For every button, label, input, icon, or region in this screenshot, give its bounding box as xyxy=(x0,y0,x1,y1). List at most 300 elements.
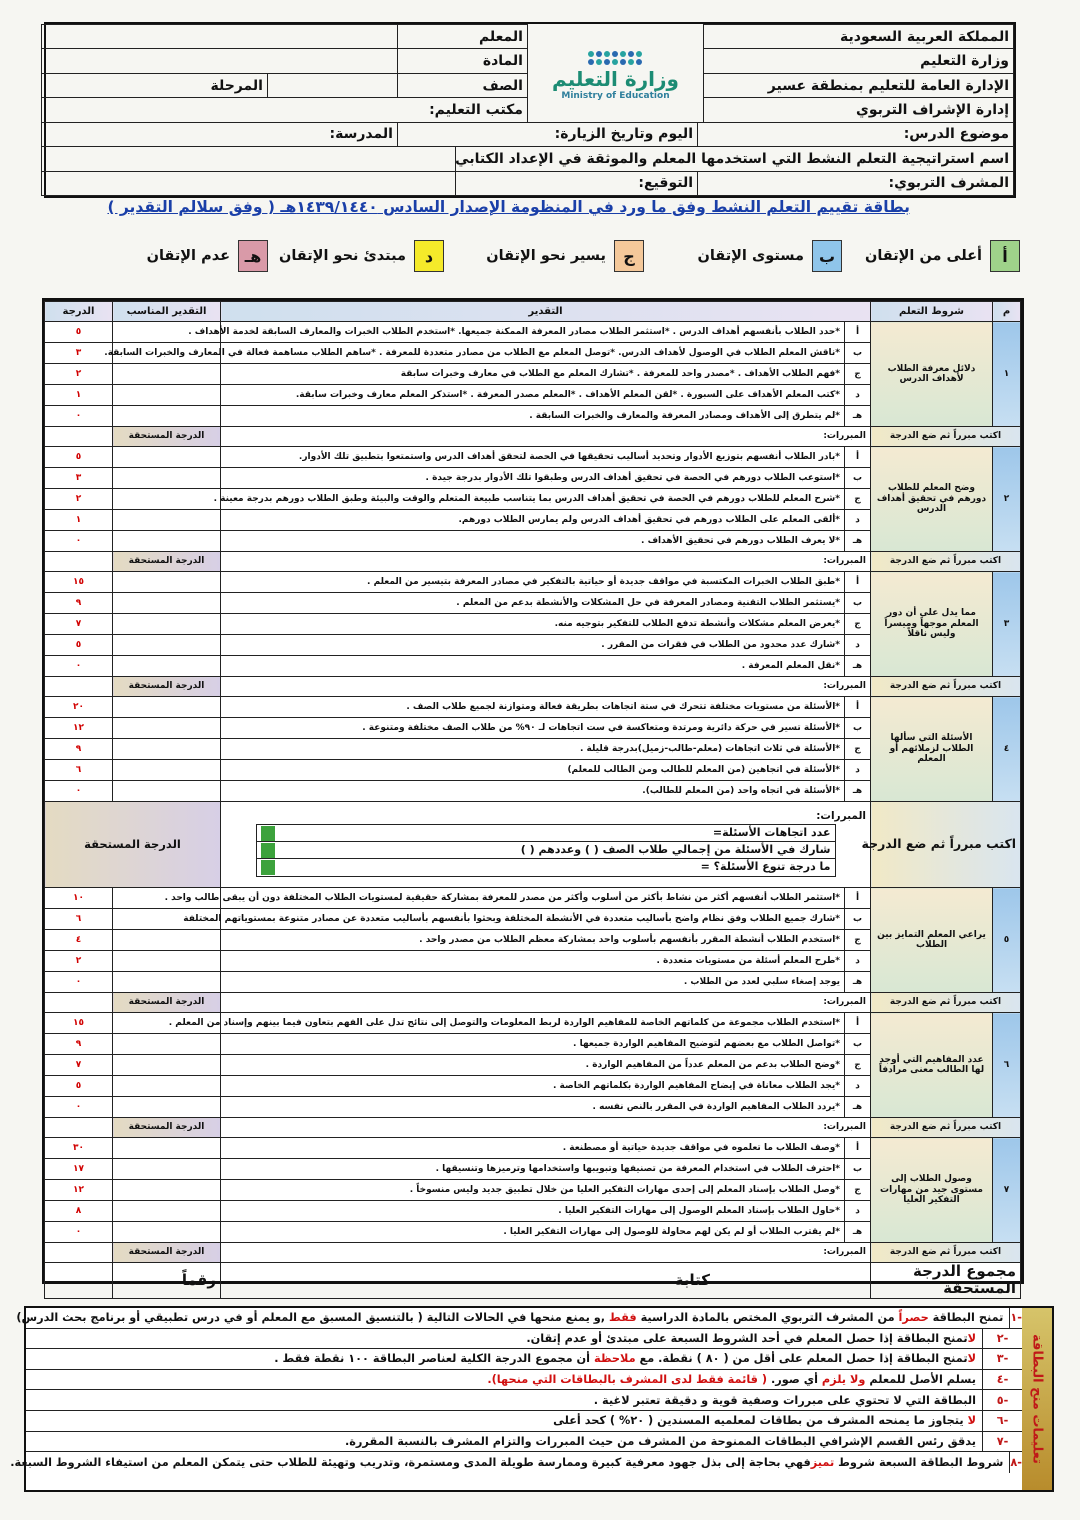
instruction-row xyxy=(16,1308,1022,1329)
criterion-number: ١ xyxy=(993,322,1021,427)
instruction-text-part: يدقق رئس القسم الإشرافي البطاقات الممنوحة من المشرف من حيث المبررات والتزام المشرف بالنسبة المقررة. xyxy=(344,1434,976,1448)
level-letter: د xyxy=(845,635,871,656)
level-letter: ب xyxy=(845,593,871,614)
instruction-text xyxy=(274,1352,982,1365)
level-letter: ب xyxy=(845,343,871,364)
appropriate-estimate-cell[interactable] xyxy=(113,468,221,489)
instruction-text-part: تمنح البطاقة إذا حصل المعلم في أحد الشروط السبعة على مبتدئ أو عدم إتقان. xyxy=(526,1331,968,1345)
appropriate-estimate-cell[interactable] xyxy=(113,972,221,993)
level-description: *كتب المعلم الأهداف على السبورة . *لقن المعلم الأهداف . *المعلم مصدر المعرفة . *استذكر المعلم معارف وخبرات سابقة. xyxy=(221,385,845,406)
level-description: *يجد الطلاب معاناة في إيضاح المفاهيم الواردة بكلماتهم الخاصة . xyxy=(221,1076,845,1097)
legend-box-d: د xyxy=(414,240,444,272)
criterion-name: الأسئلة التي سألها الطلاب لزملائهم أو المعلم xyxy=(871,697,993,802)
level-letter: أ xyxy=(845,697,871,718)
level-letter: ب xyxy=(845,1034,871,1055)
appropriate-estimate-cell[interactable] xyxy=(113,364,221,385)
level-score: ١٥ xyxy=(45,572,113,593)
legend-label-a: أعلى من الإتقان xyxy=(864,248,982,264)
level-letter: د xyxy=(845,951,871,972)
criterion-number: ٧ xyxy=(993,1138,1021,1243)
level-description: *الأسئلة في اتجاهين (من المعلم للطالب ومن الطالب للمعلم) xyxy=(221,760,845,781)
signature-field[interactable]: التوقيع: xyxy=(455,171,697,195)
green-marker xyxy=(261,843,275,858)
deserved-grade-input[interactable] xyxy=(45,427,113,447)
lesson-topic-field[interactable]: موضوع الدرس: xyxy=(698,122,1014,146)
instructions-side-title: تعليمات منح البطاقة xyxy=(1022,1308,1052,1490)
level-score: ١٠ xyxy=(45,888,113,909)
level-description: *لم يقترب الطلاب أو لم يكن لهم محاولة للوصول إلى مهارات التفكير العليا . xyxy=(221,1222,845,1243)
instructions-box xyxy=(10,1306,1054,1492)
criterion-row xyxy=(45,697,1021,718)
total-label: مجموع الدرجة المستحقة xyxy=(871,1263,1021,1299)
level-letter: د xyxy=(845,510,871,531)
level-letter: د xyxy=(845,1201,871,1222)
justify-instruction: اكتب مبرراً ثم ضع الدرجة xyxy=(871,1118,1021,1138)
criterion-name: وضح المعلم للطلاب دورهم في تحقيق أهداف الدرس xyxy=(871,447,993,552)
criterion-name: دلائل معرفة الطلاب لأهداف الدرس xyxy=(871,322,993,427)
criterion-name: مما يدل على أن دور المعلم موجهاً وميسراً وليس ناقلاً xyxy=(871,572,993,677)
appropriate-estimate-cell[interactable] xyxy=(113,697,221,718)
appropriate-estimate-cell[interactable] xyxy=(113,760,221,781)
appropriate-estimate-cell[interactable] xyxy=(113,1138,221,1159)
level-letter: هـ xyxy=(845,781,871,802)
level-score: ٠ xyxy=(45,781,113,802)
criterion-row xyxy=(45,1013,1021,1034)
appropriate-estimate-cell[interactable] xyxy=(113,951,221,972)
appropriate-estimate-cell[interactable] xyxy=(113,1159,221,1180)
logo-dots xyxy=(588,51,642,65)
justification-row xyxy=(45,1118,1021,1138)
justify-instruction: اكتب مبرراً ثم ضع الدرجة xyxy=(871,427,1021,447)
instruction-text-part: لا xyxy=(967,1414,976,1428)
level-description: *فهم الطلاب الأهداف . *مصدر واحد للمعرفة . *تشارك المعلم مع الطلاب في معارف وخبرات سابقة xyxy=(221,364,845,385)
instruction-number: -١ xyxy=(1009,1308,1022,1328)
header-estimate: التقدير xyxy=(221,302,871,322)
criterion-row xyxy=(45,322,1021,343)
level-letter: ب xyxy=(845,909,871,930)
criterion-number: ٤ xyxy=(993,697,1021,802)
kingdom-label: المملكة العربية السعودية xyxy=(704,25,1014,49)
question-variety-label: ما درجة تنوع الأسئلة؟ = xyxy=(700,860,831,874)
instruction-number: -٣ xyxy=(982,1349,1022,1369)
instruction-number: -٦ xyxy=(982,1411,1022,1431)
appropriate-estimate-cell[interactable] xyxy=(113,572,221,593)
question-participation-label: شارك في الأسئلة من إجمالي طلاب الصف ( ) وعددهم ( ) xyxy=(520,842,831,856)
level-letter: ج xyxy=(845,930,871,951)
stage-field[interactable]: المرحلة xyxy=(41,73,267,97)
justify-instruction: اكتب مبرراً ثم ضع الدرجة xyxy=(871,1243,1021,1263)
level-letter: ج xyxy=(845,614,871,635)
level-letter: هـ xyxy=(845,972,871,993)
level-score: ٥ xyxy=(45,635,113,656)
level-letter: ب xyxy=(845,1159,871,1180)
level-score: ٧ xyxy=(45,614,113,635)
level-score: ١٧ xyxy=(45,1159,113,1180)
instruction-text-part: لا xyxy=(967,1331,976,1345)
instruction-text-part: تمنح البطاقة xyxy=(928,1311,1004,1325)
justify-instruction: اكتب مبرراً ثم ضع الدرجة xyxy=(871,993,1021,1013)
level-letter: ج xyxy=(845,1180,871,1201)
level-description: *طرح المعلم أسئلة من مستويات متعددة . xyxy=(221,951,845,972)
criterion-number: ٣ xyxy=(993,572,1021,677)
directorate-label: الإدارة العامة للتعليم بمنطقة عسير xyxy=(704,73,1014,97)
office-field[interactable]: مكتب التعليم: xyxy=(41,98,527,122)
justify-instruction: اكتب مبرراً ثم ضع الدرجة xyxy=(871,552,1021,572)
instruction-row xyxy=(26,1329,1022,1350)
level-description: *حدد الطلاب بأنفسهم أهداف الدرس . *استثمر الطلاب مصادر المعرفة الممكنة جميعها. *استخدم الطلاب الخبرات والمعارف السابقة لخدمة الأهداف . xyxy=(221,322,845,343)
level-letter: ج xyxy=(845,1055,871,1076)
header-grade: الدرجة xyxy=(45,302,113,322)
justify-instruction: اكتب مبرراً ثم ضع الدرجة xyxy=(871,677,1021,697)
level-score: ٢٠ xyxy=(45,697,113,718)
appropriate-estimate-cell[interactable] xyxy=(113,718,221,739)
instruction-row xyxy=(26,1432,1022,1453)
level-description: *شارك عدد محدود من الطلاب في فقرات من المقرر . xyxy=(221,635,845,656)
level-description: *الأسئلة في اتجاه واحد (من المعلم للطالب). xyxy=(221,781,845,802)
legend-box-e: هـ xyxy=(238,240,268,272)
green-marker xyxy=(261,826,275,841)
appropriate-estimate-cell[interactable] xyxy=(113,447,221,468)
justification-field[interactable]: المبررات: xyxy=(221,1118,871,1138)
ministry-label: وزارة التعليم xyxy=(704,49,1014,73)
legend-label-c: يسير نحو الإتقان xyxy=(486,248,606,264)
total-row xyxy=(45,1263,1021,1299)
criterion-number: ٥ xyxy=(993,888,1021,993)
level-score: ١ xyxy=(45,385,113,406)
level-score: ٠ xyxy=(45,1097,113,1118)
card-title: بطاقة تقييم التعلم النشط وفق ما ورد في المنظومة الإصدار السادس ١٤٣٩/١٤٤٠هـ ( وفق سلالم التقدير ) xyxy=(107,198,910,216)
total-writing[interactable] xyxy=(221,1263,871,1299)
level-score: ٩ xyxy=(45,593,113,614)
level-description: يوجد إصغاء سلبي لعدد من الطلاب . xyxy=(221,972,845,993)
instruction-text-part: البطاقة التي لا تحتوي على مبررات وصفية قوية و دقيقة تعتبر لاغية . xyxy=(593,1393,976,1407)
deserved-grade-input[interactable] xyxy=(45,552,113,572)
level-score: ٥ xyxy=(45,447,113,468)
level-score: ٠ xyxy=(45,1222,113,1243)
instruction-number: -٢ xyxy=(982,1329,1022,1349)
level-letter: أ xyxy=(845,1138,871,1159)
level-description: *تواصل الطلاب مع بعضهم لتوضيح المفاهيم الواردة جميعها . xyxy=(221,1034,845,1055)
appropriate-estimate-cell[interactable] xyxy=(113,1076,221,1097)
level-letter: هـ xyxy=(845,656,871,677)
department-label: إدارة الإشراف التربوي xyxy=(704,98,1014,122)
instruction-text-part: فقط xyxy=(609,1311,637,1325)
level-letter: ج xyxy=(845,489,871,510)
appropriate-estimate-cell[interactable] xyxy=(113,1055,221,1076)
level-letter: هـ xyxy=(845,1097,871,1118)
level-description: *يردد الطلاب المفاهيم الواردة في المقرر بالنص نفسه . xyxy=(221,1097,845,1118)
deserved-grade-label: الدرجة المستحقة xyxy=(45,802,221,888)
level-letter: هـ xyxy=(845,1222,871,1243)
criterion-row xyxy=(45,447,1021,468)
level-description: *استوعب الطلاب دورهم في الحصة في تحقيق أهداف الدرس وطبقوا تلك الأدوار بدرجة جيدة . xyxy=(221,468,845,489)
instruction-number: -٨ xyxy=(1009,1452,1022,1473)
level-description: *لم يتطرق إلى الأهداف ومصادر المعرفة والمعارف والخبرات السابقة . xyxy=(221,406,845,427)
level-letter: د xyxy=(845,385,871,406)
appropriate-estimate-cell[interactable] xyxy=(113,739,221,760)
justification-row xyxy=(45,993,1021,1013)
grade-value[interactable] xyxy=(267,73,397,97)
criterion-name: عدد المفاهيم التي أوجد لها الطالب معنى مرادفاً xyxy=(871,1013,993,1118)
instruction-text xyxy=(10,1456,1009,1469)
level-score: ١٥ xyxy=(45,1013,113,1034)
appropriate-estimate-cell[interactable] xyxy=(113,1034,221,1055)
green-marker xyxy=(261,860,275,875)
legend xyxy=(120,240,1020,278)
appropriate-estimate-cell[interactable] xyxy=(113,406,221,427)
questions-box xyxy=(256,824,836,877)
level-letter: ج xyxy=(845,364,871,385)
criterion-row xyxy=(45,888,1021,909)
instruction-text-part: يتجاوز ما يمنحه المشرف من بطاقات لمعلميه المسندين ( ٢٠% ) كحد أعلى xyxy=(553,1414,968,1428)
level-score: ٩ xyxy=(45,739,113,760)
level-score: ٥ xyxy=(45,322,113,343)
level-letter: هـ xyxy=(845,531,871,552)
deserved-grade-input[interactable] xyxy=(45,1243,113,1263)
level-description: *ألقى المعلم على الطلاب دورهم في تحقيق أهداف الدرس ولم يمارس الطلاب دورهم. xyxy=(221,510,845,531)
instruction-text-part: ,و يمنع منحها في الحالات التالية ( بالتنسيق المسبق مع المعلم أو في درس تطبيقي أو برنامج بحث الدرس) xyxy=(16,1311,610,1325)
level-score: ٠ xyxy=(45,972,113,993)
legend-box-b: ب xyxy=(812,240,842,272)
appropriate-estimate-cell[interactable] xyxy=(113,1222,221,1243)
table-header-row xyxy=(45,302,1021,322)
instruction-text xyxy=(526,1332,982,1345)
criterion-row xyxy=(45,572,1021,593)
level-score: ٣ xyxy=(45,468,113,489)
level-letter: د xyxy=(845,1076,871,1097)
level-letter: ج xyxy=(845,739,871,760)
legend-item-c xyxy=(486,240,644,272)
level-score: ١ xyxy=(45,510,113,531)
school-field[interactable]: المدرسة: xyxy=(41,122,397,146)
header-num: م xyxy=(993,302,1021,322)
appropriate-estimate-cell[interactable] xyxy=(113,510,221,531)
justify-instruction: اكتب مبرراً ثم ضع الدرجة xyxy=(871,802,1021,888)
deserved-grade-label: الدرجة المستحقة xyxy=(113,552,221,572)
appropriate-estimate-cell[interactable] xyxy=(113,781,221,802)
justification-field[interactable]: المبررات: xyxy=(221,1243,871,1263)
instruction-number: -٤ xyxy=(982,1370,1022,1390)
level-score: ٢ xyxy=(45,489,113,510)
legend-label-d: مبتدئ نحو الإتقان xyxy=(278,248,406,264)
deserved-grade-input[interactable] xyxy=(45,993,113,1013)
appropriate-estimate-cell[interactable] xyxy=(113,1097,221,1118)
level-score: ٢ xyxy=(45,951,113,972)
level-score: ٦ xyxy=(45,909,113,930)
criterion-name: وصول الطلاب إلى مستوى جيد من مهارات التفكير العليا xyxy=(871,1138,993,1243)
instruction-text-part: ولا يلزم xyxy=(821,1373,866,1387)
strategy-value[interactable] xyxy=(41,147,455,171)
ministry-logo xyxy=(527,25,703,123)
criterion-name: يراعي المعلم التمايز بين الطلاب xyxy=(871,888,993,993)
instruction-number: -٧ xyxy=(982,1432,1022,1452)
justification-row xyxy=(45,677,1021,697)
instruction-text-part: تمنح البطاقة إذا حصل المعلم على أقل من ( ٨٠ ) نقطة. مع xyxy=(635,1352,968,1366)
subject-field[interactable]: المادة xyxy=(397,49,527,73)
deserved-grade-input[interactable] xyxy=(45,677,113,697)
instruction-text-part: شروط البطاقة السبعة شروط xyxy=(834,1455,1004,1469)
deserved-grade-input[interactable] xyxy=(45,1118,113,1138)
legend-item-d xyxy=(279,240,444,272)
level-score: ٢ xyxy=(45,364,113,385)
level-description: *شرح المعلم للطلاب دورهم في الحصة في تحقيق أهداف الدرس بما يتناسب طبيعة المتعلم والوقت والبيئة وطبق الطلاب دورهم بدرجة معينة . xyxy=(221,489,845,510)
level-description: *طبق الطلاب الخبرات المكتسبة في مواقف جديدة أو حياتية بالتفكير في مصادر المعرفة بتيسير من المعلم . xyxy=(221,572,845,593)
instruction-text-part: أي صور. xyxy=(767,1373,822,1387)
level-score: ٧ xyxy=(45,1055,113,1076)
signature-value[interactable] xyxy=(41,171,455,195)
level-description: *الأسئلة في ثلاث اتجاهات (معلم-طالب-زميل)بدرجة قليلة . xyxy=(221,739,845,760)
appropriate-estimate-cell[interactable] xyxy=(113,1180,221,1201)
instruction-row xyxy=(26,1411,1022,1432)
instruction-text-part: من المشرف التربوي المختص بالمادة الدراسية xyxy=(636,1311,899,1325)
level-score: ٣٠ xyxy=(45,1138,113,1159)
level-description: *ناقش المعلم الطلاب في الوصول لأهداف الدرس. *توصل المعلم مع الطلاب من مصادر متعددة للمعرفة . *ساهم الطلاب مساهمة فعالة في المعارف والخبرات السابقة. xyxy=(221,343,845,364)
instruction-text xyxy=(345,1435,982,1448)
legend-item-e xyxy=(147,240,268,272)
header-box xyxy=(44,22,1016,198)
level-description: *الأسئلة تسير في حركة دائرية ومرتدة ومتعاكسة في ست اتجاهات لـ ٩٠% من طلاب الصف مختلفة ومتنوعة . xyxy=(221,718,845,739)
strategy-field[interactable]: اسم استراتيجية التعلم النشط التي استخدمها المعلم والموثقة في الإعداد الكتابي xyxy=(455,147,1013,171)
appropriate-estimate-cell[interactable] xyxy=(113,593,221,614)
level-score: ٥ xyxy=(45,1076,113,1097)
level-letter: أ xyxy=(845,888,871,909)
justification-area[interactable] xyxy=(221,802,871,888)
deserved-grade-label: الدرجة المستحقة xyxy=(113,677,221,697)
criterion-number: ٢ xyxy=(993,447,1021,552)
justification-row xyxy=(45,552,1021,572)
level-score: ٩ xyxy=(45,1034,113,1055)
subject-value[interactable] xyxy=(41,49,397,73)
appropriate-estimate-cell[interactable] xyxy=(113,614,221,635)
total-digits-value[interactable] xyxy=(45,1263,113,1299)
level-score: ١٢ xyxy=(45,718,113,739)
level-description: *احترف الطلاب في استخدام المعرفة من تصنيفها وتبويبها واستخدامها وترميزها وتنسيقها . xyxy=(221,1159,845,1180)
question-participation[interactable] xyxy=(257,842,835,859)
level-score: ٨ xyxy=(45,1201,113,1222)
level-description: *استخدم الطلاب أنشطة المقرر بأنفسهم بأسلوب واحد بمشاركة معظم الطلاب من مصدر واحد . xyxy=(221,930,845,951)
instruction-text-part: حصراً xyxy=(898,1311,929,1325)
logo-english-text: Ministry of Education xyxy=(561,91,670,102)
level-letter: د xyxy=(845,760,871,781)
grade-field[interactable]: الصف xyxy=(397,73,527,97)
level-score: ٠ xyxy=(45,656,113,677)
legend-item-b xyxy=(697,240,842,272)
instruction-text xyxy=(16,1311,1009,1324)
level-description: *يعرض المعلم مشكلات وأنشطة تدفع الطلاب للتفكير بتوجيه منه. xyxy=(221,614,845,635)
level-description: *وضح الطلاب بدعم من المعلم عدداً من المفاهيم الواردة . xyxy=(221,1055,845,1076)
instruction-number: -٥ xyxy=(982,1390,1022,1410)
criterion-number: ٦ xyxy=(993,1013,1021,1118)
level-score: ١٢ xyxy=(45,1180,113,1201)
question-directions-count-label: عدد اتجاهات الأسئلة= xyxy=(712,825,831,839)
appropriate-estimate-cell[interactable] xyxy=(113,489,221,510)
instruction-text xyxy=(487,1373,982,1386)
question-directions-count[interactable] xyxy=(257,825,835,842)
level-description: *لا يعرف الطلاب دورهم في تحقيق الأهداف . xyxy=(221,531,845,552)
justification-field[interactable]: المبررات: xyxy=(221,677,871,697)
instruction-text-part: ( قائمة فقط لدى المشرف بالبطاقات التي منحها). xyxy=(487,1373,768,1387)
instruction-row xyxy=(26,1349,1022,1370)
deserved-grade-label: الدرجة المستحقة xyxy=(113,427,221,447)
teacher-field[interactable]: المعلم xyxy=(397,25,527,49)
level-score: ٦ xyxy=(45,760,113,781)
level-letter: ب xyxy=(845,718,871,739)
instruction-text xyxy=(594,1394,982,1407)
appropriate-estimate-cell[interactable] xyxy=(113,930,221,951)
legend-item-a xyxy=(865,240,1020,272)
question-justification-row xyxy=(45,802,1021,888)
appropriate-estimate-cell[interactable] xyxy=(113,1201,221,1222)
instruction-text-part: أن مجموع الدرجة الكلية لعناصر البطاقة ١٠٠ نقطة فقط . xyxy=(274,1352,594,1366)
instruction-text-part: فهي بحاجة إلى بذل جهود معرفية كبيرة وممارسة طويلة المدى ومستمرة، وتدريب وتهيئة للطلاب حتى يتمكن المعلم من استيفاء الشروط السبعة. xyxy=(10,1455,811,1469)
level-letter: أ xyxy=(845,572,871,593)
teacher-value[interactable] xyxy=(41,25,397,49)
header-condition: شروط التعلم xyxy=(871,302,993,322)
criterion-row xyxy=(45,1138,1021,1159)
level-description: *نقل المعلم المعرفة . xyxy=(221,656,845,677)
level-description: *وصل الطلاب بإسناد المعلم إلى إحدى مهارات التفكير العليا من خلال تطبيق جديد وليس منسوخاً . xyxy=(221,1180,845,1201)
instructions-list xyxy=(10,1308,1022,1473)
appropriate-estimate-cell[interactable] xyxy=(113,635,221,656)
level-letter: أ xyxy=(845,447,871,468)
legend-box-a: أ xyxy=(990,240,1020,272)
deserved-grade-label: الدرجة المستحقة xyxy=(113,993,221,1013)
logo-arabic-text: وزارة التعليم xyxy=(552,67,679,92)
level-score: ٣ xyxy=(45,343,113,364)
justification-field[interactable]: المبررات: xyxy=(221,427,871,447)
level-letter: هـ xyxy=(845,406,871,427)
supervisor-field[interactable]: المشرف التربوي: xyxy=(698,171,1014,195)
legend-box-c: ج xyxy=(614,240,644,272)
deserved-grade-label: الدرجة المستحقة xyxy=(113,1243,221,1263)
justification-row xyxy=(45,1243,1021,1263)
justification-row xyxy=(45,427,1021,447)
instruction-text-part: ملاحظة xyxy=(594,1352,636,1366)
justification-field[interactable]: المبررات: xyxy=(221,552,871,572)
instruction-text-part: يسلم الأصل للمعلم xyxy=(865,1373,976,1387)
instruction-text xyxy=(553,1414,982,1427)
level-description: *استخدم الطلاب مجموعة من كلماتهم الخاصة للمفاهيم الواردة لربط المعلومات والتوصل إلى نتائج تدل على الفهم بتعاون فيما بينهم وإسناد من المعلم . xyxy=(221,1013,845,1034)
level-description: *وصف الطلاب ما تعلموه في مواقف جديدة حياتية أو مصطنعة . xyxy=(221,1138,845,1159)
level-score: ٠ xyxy=(45,531,113,552)
visit-date-field[interactable]: اليوم وتاريخ الزيارة: xyxy=(397,122,697,146)
instruction-text-part: تميز xyxy=(810,1455,835,1469)
justification-label: المبررات: xyxy=(816,809,866,822)
appropriate-estimate-cell[interactable] xyxy=(113,531,221,552)
appropriate-estimate-cell[interactable] xyxy=(113,656,221,677)
level-description: *يستثمر الطلاب التقنية ومصادر المعرفة في حل المشكلات والأنشطة بدعم من المعلم . xyxy=(221,593,845,614)
instruction-row xyxy=(26,1390,1022,1411)
level-description: *حاول الطلاب بإسناد المعلم الوصول إلى مهارات التفكير العليا . xyxy=(221,1201,845,1222)
level-description: *شارك جميع الطلاب وفق نظام واضح بأساليب متعددة في الأنشطة المختلفة وبحثوا بأنفسهم بأساليب متعددة عن مصادر متنوعة بمستوياتهم المختلفة xyxy=(221,909,845,930)
legend-label-b: مستوى الإتقان xyxy=(697,248,804,264)
header-appropriate: التقدير المناسب xyxy=(113,302,221,322)
justification-field[interactable]: المبررات: xyxy=(221,993,871,1013)
level-description: *استثمر الطلاب أنفسهم أكثر من نشاط بأكثر من أسلوب وأكثر من مصدر للمعرفة بمشاركة حقيقية لمستويات الطلاب المختلفة دون أن يبقى طالب واحد . xyxy=(221,888,845,909)
level-letter: ب xyxy=(845,468,871,489)
total-digits-label: رقماً xyxy=(113,1263,221,1299)
level-letter: أ xyxy=(845,1013,871,1034)
deserved-grade-label: الدرجة المستحقة xyxy=(113,1118,221,1138)
level-score: ٤ xyxy=(45,930,113,951)
total-writing-label: كتابة xyxy=(674,1270,710,1289)
level-score: ٠ xyxy=(45,406,113,427)
appropriate-estimate-cell[interactable] xyxy=(113,385,221,406)
instruction-text-part: لا xyxy=(967,1352,976,1366)
level-letter: أ xyxy=(845,322,871,343)
level-description: *الأسئلة من مستويات مختلفة تتحرك في ستة اتجاهات بطريقة فعالة ومتوازنة لجميع طلاب الصف . xyxy=(221,697,845,718)
question-variety[interactable] xyxy=(257,859,835,876)
